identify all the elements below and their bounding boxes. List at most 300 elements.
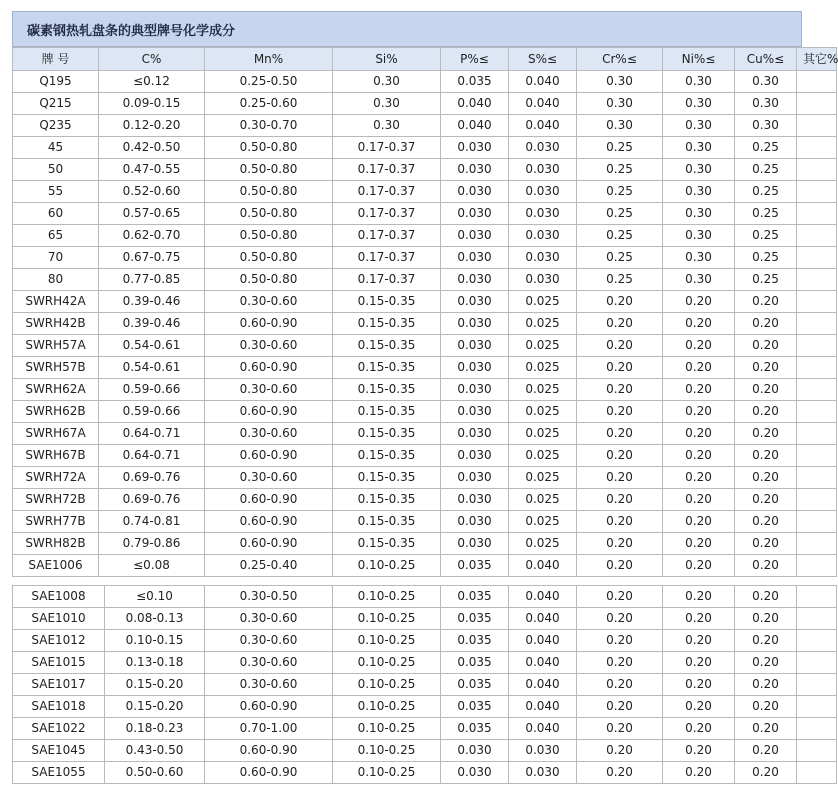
table-cell: 0.39-0.46 (99, 313, 205, 335)
table-cell: 0.60-0.90 (205, 533, 333, 555)
table-cell: 0.30 (333, 115, 441, 137)
table-cell: 0.60-0.90 (205, 762, 333, 784)
table-cell: 0.20 (663, 696, 735, 718)
table-cell: 0.60-0.90 (205, 357, 333, 379)
table-cell: 0.030 (509, 247, 577, 269)
table-cell (797, 401, 837, 423)
table-cell (797, 762, 837, 784)
table-cell: 0.30 (663, 247, 735, 269)
table-cell: 0.25 (735, 247, 797, 269)
table-cell: 0.25 (735, 137, 797, 159)
table-cell (797, 467, 837, 489)
table-cell: 0.030 (441, 511, 509, 533)
table-cell: 0.30 (663, 115, 735, 137)
table-cell: 0.50-0.80 (205, 225, 333, 247)
table-row (13, 357, 837, 379)
table-cell: 0.17-0.37 (333, 137, 441, 159)
table-cell: 0.20 (735, 608, 797, 630)
table-cell: 0.030 (441, 159, 509, 181)
table-cell: 0.15-0.35 (333, 467, 441, 489)
header-row (13, 48, 837, 71)
header-copper: Cu%≤ (735, 48, 797, 71)
table-cell: 0.10-0.25 (333, 762, 441, 784)
table-cell (797, 423, 837, 445)
table-cell: SWRH67B (13, 445, 99, 467)
table-cell (797, 137, 837, 159)
table-cell: 0.030 (441, 379, 509, 401)
table-cell: 0.15-0.35 (333, 335, 441, 357)
table-cell: 0.035 (441, 608, 509, 630)
table-cell: 0.15-0.35 (333, 423, 441, 445)
table-cell: 0.30 (333, 71, 441, 93)
table-cell: 0.20 (735, 630, 797, 652)
table-cell: 0.20 (735, 586, 797, 608)
table-cell: 0.025 (509, 533, 577, 555)
table-cell: 0.025 (509, 401, 577, 423)
table-cell (797, 489, 837, 511)
header-nickel: Ni%≤ (663, 48, 735, 71)
table-cell: 0.20 (577, 630, 663, 652)
table-cell: 0.25 (577, 269, 663, 291)
table-cell: 0.25 (577, 225, 663, 247)
table-cell: 0.20 (663, 335, 735, 357)
table-cell: 0.30 (663, 137, 735, 159)
table-cell: 0.54-0.61 (99, 357, 205, 379)
table-cell: 0.25-0.60 (205, 93, 333, 115)
table-cell: SWRH62A (13, 379, 99, 401)
table-body-part1 (13, 71, 837, 577)
table-cell (797, 445, 837, 467)
table-cell: 0.30 (577, 71, 663, 93)
table-row (13, 674, 837, 696)
header-phosphorus: P%≤ (441, 48, 509, 71)
table-cell: 0.20 (663, 445, 735, 467)
table-cell (797, 357, 837, 379)
table-cell: 0.30-0.60 (205, 423, 333, 445)
table-cell: SWRH72B (13, 489, 99, 511)
table-cell: 0.30-0.60 (205, 674, 333, 696)
table-row (13, 533, 837, 555)
table-cell: 0.025 (509, 511, 577, 533)
table-cell: 50 (13, 159, 99, 181)
table-cell: 0.74-0.81 (99, 511, 205, 533)
table-cell (797, 586, 837, 608)
table-cell: 0.20 (735, 718, 797, 740)
table-cell: SWRH57B (13, 357, 99, 379)
table-cell: 0.040 (509, 71, 577, 93)
table-cell: 0.30-0.60 (205, 652, 333, 674)
table-cell: 60 (13, 203, 99, 225)
table-cell: 0.040 (509, 555, 577, 577)
table-cell: 0.20 (735, 357, 797, 379)
table-cell: 0.10-0.25 (333, 740, 441, 762)
table-cell: 0.60-0.90 (205, 489, 333, 511)
table-cell: 0.030 (441, 357, 509, 379)
table-cell: 0.20 (735, 674, 797, 696)
table-row (13, 115, 837, 137)
table-row (13, 71, 837, 93)
table-cell: 0.77-0.85 (99, 269, 205, 291)
table-cell (797, 630, 837, 652)
table-cell (797, 225, 837, 247)
table-cell: 0.030 (441, 291, 509, 313)
table-cell (797, 652, 837, 674)
table-cell: 0.040 (509, 696, 577, 718)
table-cell: 0.20 (735, 313, 797, 335)
table-cell: 0.17-0.37 (333, 247, 441, 269)
table-gap (12, 577, 802, 585)
table-title: 碳素钢热轧盘条的典型牌号化学成分 (27, 23, 236, 39)
table-cell: 0.25-0.50 (205, 71, 333, 93)
table-cell: 0.10-0.15 (105, 630, 205, 652)
table-cell: 0.30 (663, 225, 735, 247)
table-cell: 0.30 (735, 93, 797, 115)
table-cell: 0.040 (509, 674, 577, 696)
table-cell: SAE1017 (13, 674, 105, 696)
header-chromium: Cr%≤ (577, 48, 663, 71)
table-cell: 0.035 (441, 674, 509, 696)
table-cell: 0.030 (441, 467, 509, 489)
table-cell: 0.035 (441, 586, 509, 608)
table-cell: 0.57-0.65 (99, 203, 205, 225)
table-cell: 0.035 (441, 71, 509, 93)
table-cell: Q215 (13, 93, 99, 115)
table-cell: 0.20 (577, 718, 663, 740)
table-cell: 0.17-0.37 (333, 159, 441, 181)
table-cell: SAE1022 (13, 718, 105, 740)
table-cell: SWRH67A (13, 423, 99, 445)
table-cell: 0.030 (441, 335, 509, 357)
table-cell: SWRH42B (13, 313, 99, 335)
table-cell: 0.12-0.20 (99, 115, 205, 137)
table-cell: 0.25 (735, 159, 797, 181)
table-cell: SAE1006 (13, 555, 99, 577)
table-cell: 80 (13, 269, 99, 291)
table-cell: 0.10-0.25 (333, 718, 441, 740)
table-cell: 0.60-0.90 (205, 696, 333, 718)
table-cell: 0.040 (441, 115, 509, 137)
table-cell: 0.025 (509, 291, 577, 313)
table-cell: 0.030 (509, 159, 577, 181)
table-cell: 0.69-0.76 (99, 489, 205, 511)
table-cell (797, 740, 837, 762)
table-cell (797, 379, 837, 401)
table-cell: 0.15-0.35 (333, 511, 441, 533)
table-cell: SAE1010 (13, 608, 105, 630)
table-cell: 0.030 (441, 181, 509, 203)
table-cell: 0.040 (509, 115, 577, 137)
table-cell: 0.62-0.70 (99, 225, 205, 247)
table-cell: 0.040 (509, 718, 577, 740)
table-cell: 0.13-0.18 (105, 652, 205, 674)
table-cell: 0.50-0.80 (205, 137, 333, 159)
table-cell: 0.30 (735, 115, 797, 137)
table-row (13, 652, 837, 674)
table-cell: 0.20 (577, 401, 663, 423)
table-cell: 0.25-0.40 (205, 555, 333, 577)
table-cell: 0.15-0.20 (105, 696, 205, 718)
table-cell (797, 247, 837, 269)
table-row (13, 269, 837, 291)
table-cell: 0.20 (663, 533, 735, 555)
table-cell: 0.17-0.37 (333, 269, 441, 291)
table-cell: 55 (13, 181, 99, 203)
table-cell (797, 93, 837, 115)
table-cell: SAE1012 (13, 630, 105, 652)
table-cell: 0.30 (735, 71, 797, 93)
table-cell (797, 71, 837, 93)
table-cell: 0.30-0.60 (205, 379, 333, 401)
table-cell: 0.10-0.25 (333, 696, 441, 718)
table-cell: 0.20 (577, 423, 663, 445)
table-cell: 0.20 (735, 533, 797, 555)
table-cell: 0.30-0.60 (205, 335, 333, 357)
table-cell: 0.64-0.71 (99, 423, 205, 445)
table-cell: 0.50-0.80 (205, 159, 333, 181)
table-row (13, 379, 837, 401)
table-row (13, 291, 837, 313)
table-cell (797, 718, 837, 740)
table-cell: 0.030 (441, 137, 509, 159)
table-cell: 0.43-0.50 (105, 740, 205, 762)
table-cell (797, 533, 837, 555)
table-cell: 0.030 (509, 203, 577, 225)
table-cell: 0.39-0.46 (99, 291, 205, 313)
table-cell: 0.030 (441, 225, 509, 247)
header-carbon: C% (99, 48, 205, 71)
table-cell: SWRH72A (13, 467, 99, 489)
table-title-bar (12, 11, 802, 47)
table-cell: 0.20 (663, 555, 735, 577)
table-cell: 0.025 (509, 489, 577, 511)
table-cell: 0.30 (333, 93, 441, 115)
table-cell: 0.20 (577, 555, 663, 577)
table-cell: 0.09-0.15 (99, 93, 205, 115)
table-cell: 0.52-0.60 (99, 181, 205, 203)
table-cell: 0.10-0.25 (333, 586, 441, 608)
table-cell: 0.030 (441, 423, 509, 445)
table-cell: 0.20 (577, 511, 663, 533)
table-cell: 0.10-0.25 (333, 630, 441, 652)
table-cell: 0.20 (663, 762, 735, 784)
table-cell: 0.15-0.20 (105, 674, 205, 696)
table-cell: 0.040 (509, 630, 577, 652)
table-cell: 0.030 (441, 533, 509, 555)
table-cell: 0.030 (441, 269, 509, 291)
table-cell: 0.20 (577, 467, 663, 489)
table-cell: 0.20 (735, 511, 797, 533)
table-cell: 0.20 (577, 489, 663, 511)
table-cell: 0.20 (735, 762, 797, 784)
table-cell: 0.60-0.90 (205, 313, 333, 335)
table-cell: 0.30 (663, 203, 735, 225)
table-cell: 0.15-0.35 (333, 533, 441, 555)
table-cell: 0.040 (509, 586, 577, 608)
table-cell: 0.17-0.37 (333, 203, 441, 225)
composition-table (12, 47, 837, 577)
table-row (13, 489, 837, 511)
table-row (13, 696, 837, 718)
table-cell: 0.040 (509, 93, 577, 115)
table-cell: 0.17-0.37 (333, 181, 441, 203)
table-cell: 0.20 (577, 740, 663, 762)
table-cell: 0.20 (663, 718, 735, 740)
table-cell: 0.30-0.60 (205, 467, 333, 489)
table-cell: 0.030 (509, 762, 577, 784)
table-cell: 0.025 (509, 467, 577, 489)
table-cell: 0.20 (577, 652, 663, 674)
table-cell: 0.025 (509, 313, 577, 335)
table-cell: 0.50-0.80 (205, 203, 333, 225)
table-cell: SWRH77B (13, 511, 99, 533)
table-cell: 0.040 (509, 652, 577, 674)
table-cell: 0.20 (735, 291, 797, 313)
table-cell: 0.54-0.61 (99, 335, 205, 357)
table-cell: 0.030 (441, 401, 509, 423)
table-cell: 0.20 (663, 357, 735, 379)
table-cell: 0.50-0.80 (205, 181, 333, 203)
table-row (13, 225, 837, 247)
table-cell: 0.10-0.25 (333, 555, 441, 577)
table-cell: 0.15-0.35 (333, 357, 441, 379)
table-cell: 0.50-0.80 (205, 247, 333, 269)
table-cell (797, 181, 837, 203)
table-cell: 0.035 (441, 718, 509, 740)
table-cell: 0.25 (735, 269, 797, 291)
table-cell: 0.60-0.90 (205, 740, 333, 762)
table-cell: ≤0.10 (105, 586, 205, 608)
table-cell: SAE1045 (13, 740, 105, 762)
table-cell: 0.20 (577, 674, 663, 696)
table-cell: 0.20 (577, 762, 663, 784)
table-cell: ≤0.08 (99, 555, 205, 577)
composition-table-continued (12, 585, 837, 784)
table-row (13, 555, 837, 577)
table-cell: 0.25 (735, 203, 797, 225)
table-cell: 0.15-0.35 (333, 291, 441, 313)
table-cell: 0.20 (663, 674, 735, 696)
table-cell: 0.59-0.66 (99, 379, 205, 401)
table-cell: 0.025 (509, 335, 577, 357)
table-cell: 0.20 (663, 291, 735, 313)
table-cell: SAE1008 (13, 586, 105, 608)
table-cell (797, 608, 837, 630)
table-cell (797, 269, 837, 291)
table-cell: 0.70-1.00 (205, 718, 333, 740)
table-cell: 0.20 (577, 291, 663, 313)
table-cell: 0.20 (663, 489, 735, 511)
table-cell: 0.10-0.25 (333, 674, 441, 696)
table-cell: 0.20 (663, 401, 735, 423)
table-cell: 0.025 (509, 445, 577, 467)
table-row (13, 630, 837, 652)
table-row (13, 203, 837, 225)
table-cell: 0.50-0.60 (105, 762, 205, 784)
table-cell: 0.30 (577, 93, 663, 115)
table-row (13, 181, 837, 203)
table-cell: 0.69-0.76 (99, 467, 205, 489)
table-cell (797, 555, 837, 577)
table-cell: 0.20 (735, 467, 797, 489)
table-row (13, 93, 837, 115)
table-cell: 0.20 (577, 608, 663, 630)
table-cell: 0.79-0.86 (99, 533, 205, 555)
table-cell: Q235 (13, 115, 99, 137)
table-cell: 0.60-0.90 (205, 511, 333, 533)
table-cell: ≤0.12 (99, 71, 205, 93)
table-cell: 0.25 (577, 247, 663, 269)
table-cell: 0.30 (577, 115, 663, 137)
table-cell: 0.30-0.50 (205, 586, 333, 608)
table-cell: 0.20 (577, 445, 663, 467)
table-cell: 0.30-0.60 (205, 608, 333, 630)
table-cell: 0.025 (509, 423, 577, 445)
table-cell: 0.25 (577, 203, 663, 225)
table-cell: 0.20 (663, 511, 735, 533)
table-cell: 0.20 (735, 652, 797, 674)
table-cell: SWRH42A (13, 291, 99, 313)
table-cell (797, 115, 837, 137)
table-cell: 0.18-0.23 (105, 718, 205, 740)
table-cell: 0.30-0.70 (205, 115, 333, 137)
header-grade: 牌 号 (13, 48, 99, 71)
table-cell: 0.035 (441, 555, 509, 577)
table-cell: 0.20 (577, 586, 663, 608)
table-cell: 0.030 (441, 445, 509, 467)
table-cell: 0.30-0.60 (205, 630, 333, 652)
table-cell: 0.20 (663, 313, 735, 335)
table-cell: 0.25 (577, 159, 663, 181)
table-cell: 0.47-0.55 (99, 159, 205, 181)
table-cell: 0.10-0.25 (333, 608, 441, 630)
table-cell: 0.025 (509, 379, 577, 401)
table-cell: SAE1015 (13, 652, 105, 674)
table-cell: 0.25 (735, 225, 797, 247)
table-cell: 0.035 (441, 696, 509, 718)
table-row (13, 313, 837, 335)
table-cell: 0.035 (441, 630, 509, 652)
header-manganese: Mn% (205, 48, 333, 71)
table-cell: 0.64-0.71 (99, 445, 205, 467)
table-cell: 0.20 (577, 379, 663, 401)
table-cell (797, 291, 837, 313)
table-cell: 0.59-0.66 (99, 401, 205, 423)
table-row (13, 401, 837, 423)
table-row (13, 718, 837, 740)
table-cell: 0.20 (663, 652, 735, 674)
header-sulfur: S%≤ (509, 48, 577, 71)
table-cell: 0.20 (577, 533, 663, 555)
table-cell: 0.60-0.90 (205, 445, 333, 467)
table-cell: 0.17-0.37 (333, 225, 441, 247)
header-silicon: Si% (333, 48, 441, 71)
table-row (13, 423, 837, 445)
table-cell: 45 (13, 137, 99, 159)
table-row (13, 335, 837, 357)
table-cell: 0.20 (577, 313, 663, 335)
table-cell: 0.30 (663, 93, 735, 115)
table-cell (797, 159, 837, 181)
table-cell: 0.035 (441, 652, 509, 674)
table-cell: SWRH57A (13, 335, 99, 357)
table-cell: 0.20 (735, 489, 797, 511)
table-cell: 0.25 (577, 137, 663, 159)
table-cell: 0.20 (577, 335, 663, 357)
composition-table-panel (12, 11, 838, 784)
table-cell: 0.25 (735, 181, 797, 203)
table-cell: 0.030 (441, 489, 509, 511)
table-cell: 0.040 (441, 93, 509, 115)
